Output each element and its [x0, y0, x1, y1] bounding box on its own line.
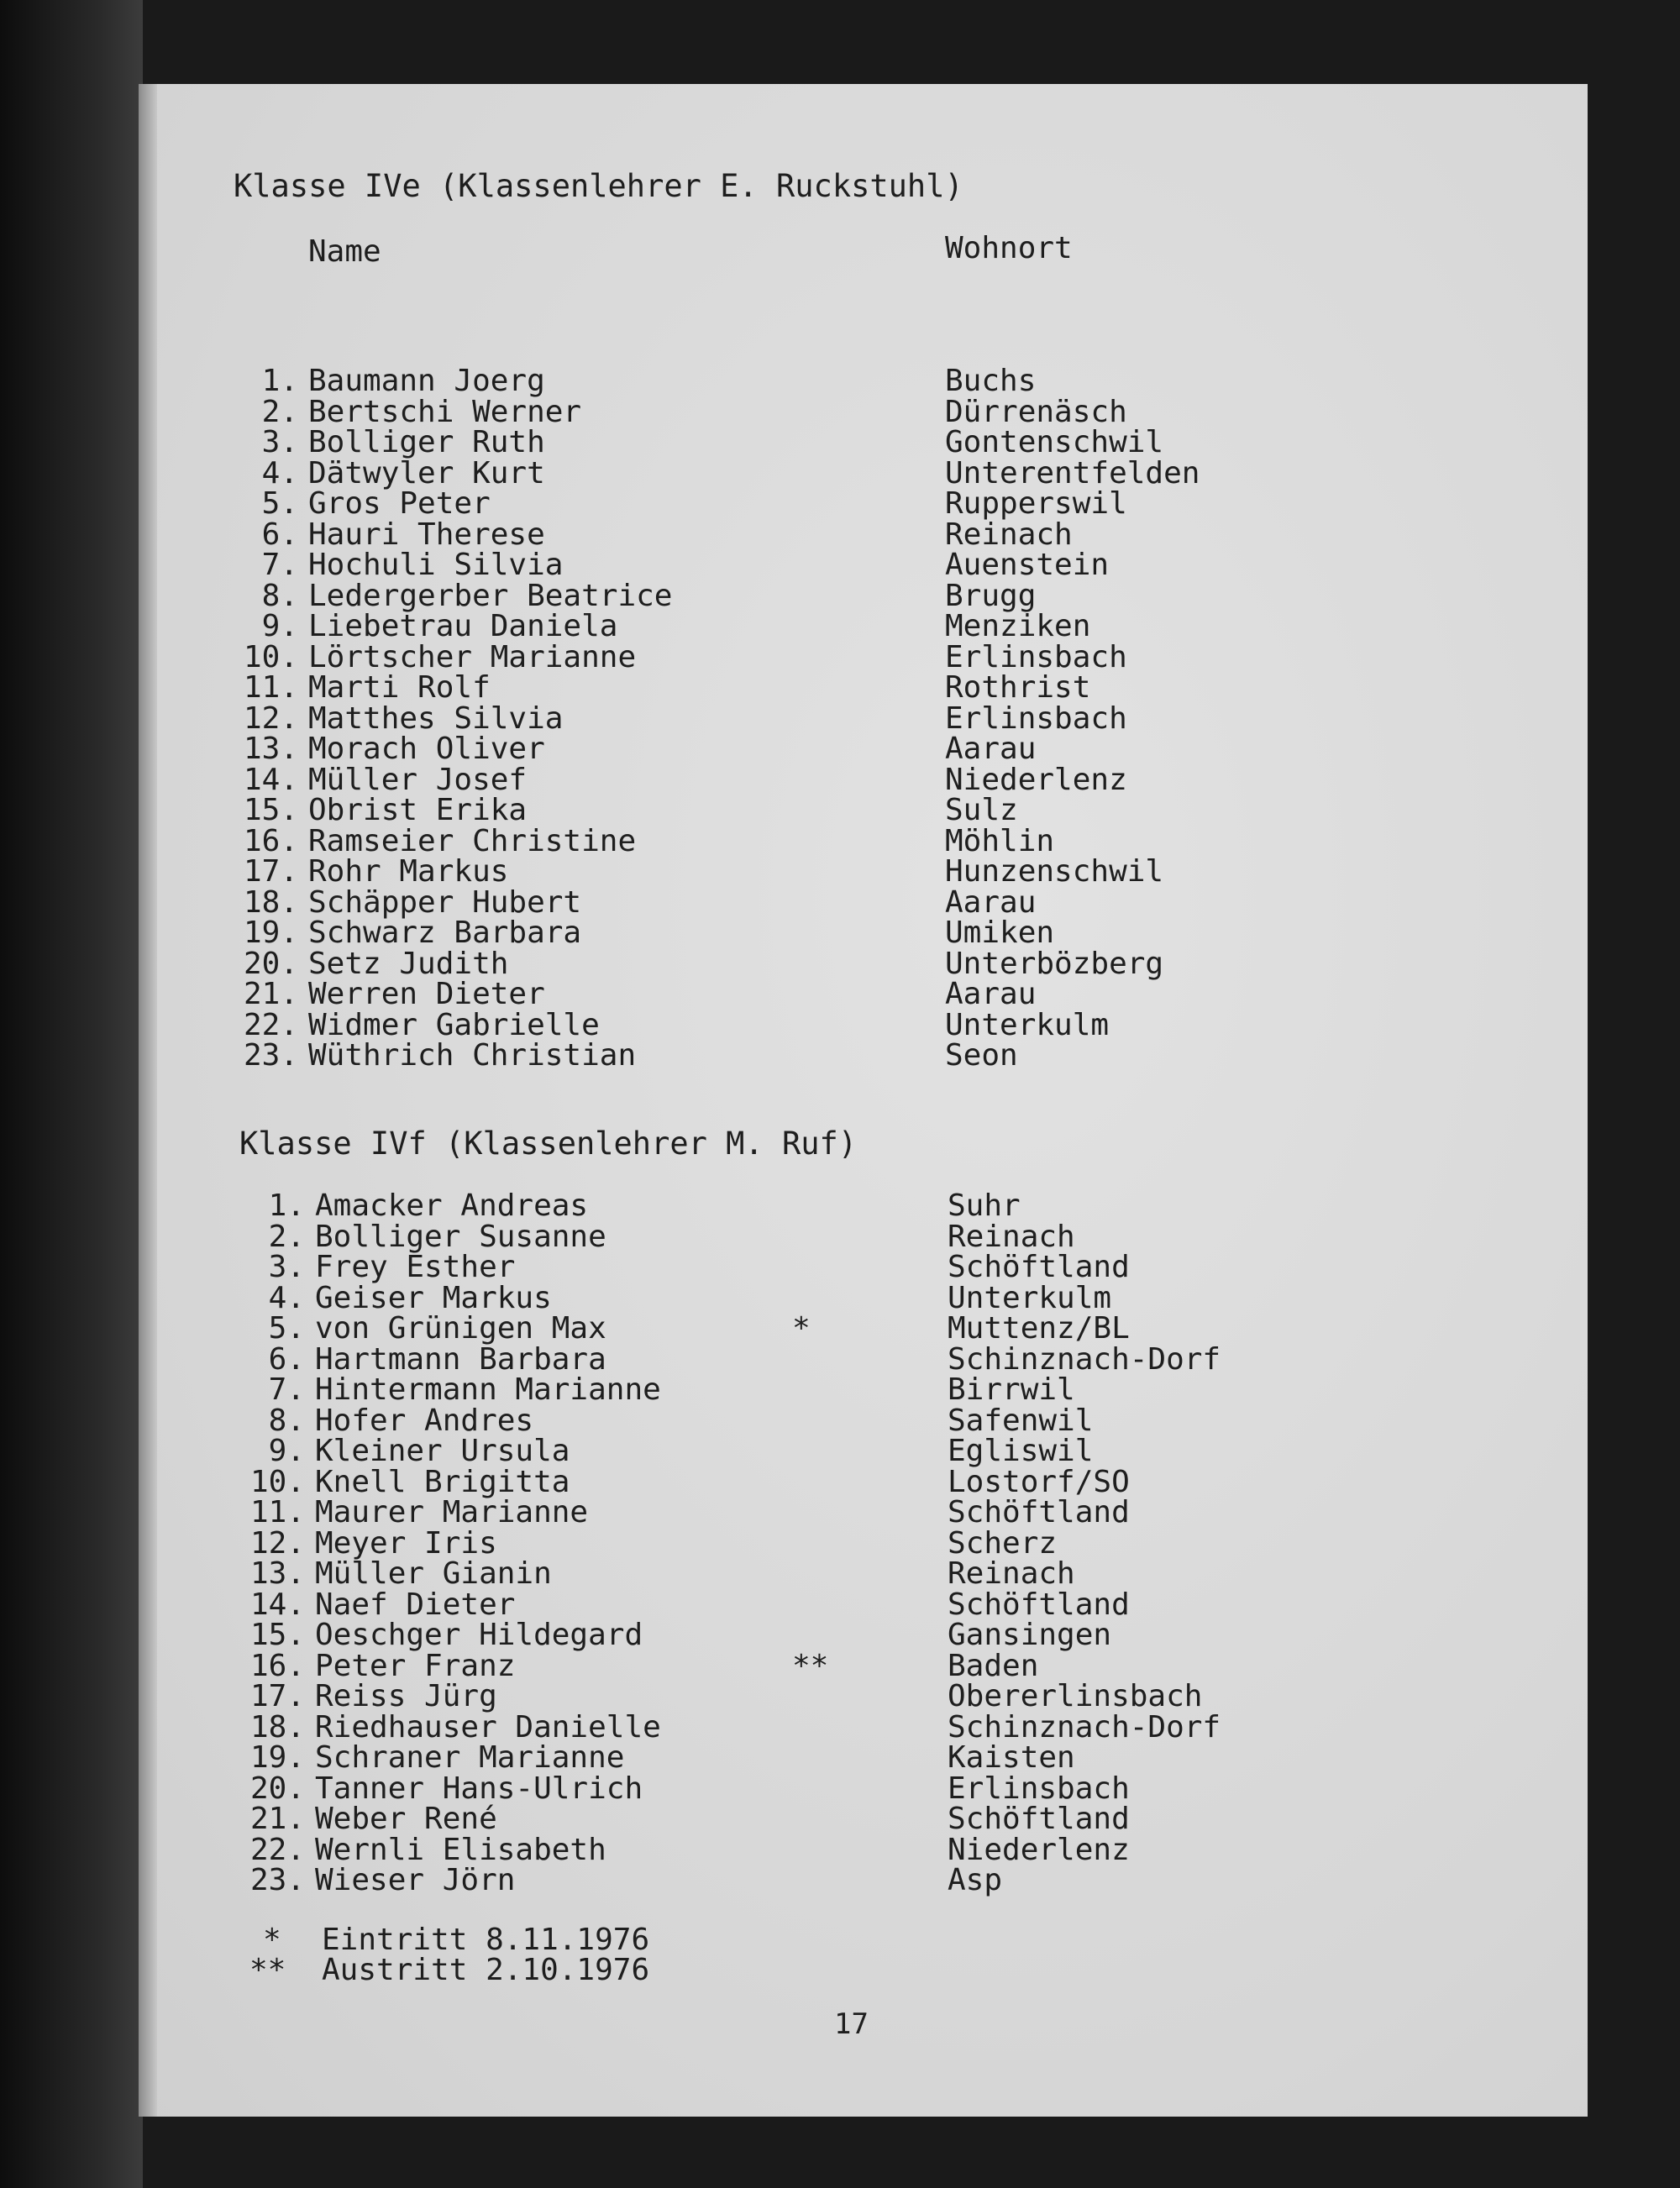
row-number: 6. — [261, 517, 298, 552]
student-row — [231, 979, 1407, 1010]
page-spine-shadow — [139, 84, 157, 2117]
student-row — [231, 486, 1407, 521]
student-wohnort: Unterkulm — [945, 1007, 1110, 1042]
student-wohnort: Egliswil — [948, 1434, 1094, 1468]
student-wohnort: Safenwil — [948, 1403, 1094, 1438]
row-number: 5. — [261, 486, 298, 521]
student-row — [231, 639, 1407, 674]
student-name: Marti Rolf — [308, 670, 491, 705]
row-number: 16. — [249, 1648, 305, 1683]
student-wohnort: Reinach — [948, 1556, 1075, 1591]
student-name: Hauri Therese — [308, 517, 545, 552]
student-wohnort: Erlinsbach — [945, 700, 1127, 736]
student-row — [231, 455, 1407, 491]
student-row — [238, 1464, 1414, 1499]
student-row — [238, 1252, 1414, 1283]
student-name: Schraner Marianne — [315, 1740, 625, 1775]
student-row — [238, 1620, 1414, 1651]
row-number: 16. — [243, 823, 298, 858]
row-number: 15. — [243, 793, 298, 827]
student-name: Schäpper Hubert — [308, 884, 582, 920]
student-name: Amacker Andreas — [315, 1188, 589, 1223]
student-row — [231, 517, 1407, 552]
row-number: 5. — [268, 1311, 305, 1346]
row-number: 12. — [249, 1525, 305, 1561]
student-row — [238, 1679, 1414, 1713]
row-number: 8. — [268, 1403, 305, 1438]
student-wohnort: Schöftland — [948, 1495, 1130, 1530]
row-number: 3. — [261, 425, 298, 459]
student-row — [231, 611, 1407, 643]
student-name: Peter Franz — [315, 1648, 516, 1683]
row-number: 9. — [268, 1434, 305, 1468]
student-wohnort: Aarau — [945, 732, 1037, 766]
student-name: Naef Dieter — [315, 1587, 516, 1622]
student-name: Rohr Markus — [308, 854, 509, 889]
student-name: Maurer Marianne — [315, 1495, 589, 1530]
row-number: 14. — [243, 762, 298, 797]
student-wohnort: Reinach — [945, 517, 1073, 552]
row-number: 7. — [268, 1372, 305, 1407]
student-wohnort: Buchs — [945, 364, 1037, 398]
row-number: 21. — [243, 977, 298, 1011]
student-wohnort: Aarau — [945, 884, 1037, 920]
student-wohnort: Unterbözberg — [945, 946, 1164, 981]
student-wohnort: Baden — [948, 1648, 1039, 1683]
student-name: Wieser Jörn — [315, 1863, 516, 1897]
student-name: Hartmann Barbara — [315, 1341, 606, 1377]
student-name: Müller Gianin — [315, 1556, 552, 1591]
row-number: 18. — [243, 884, 298, 920]
student-name: Bolliger Susanne — [315, 1219, 606, 1254]
student-wohnort: Menziken — [945, 609, 1091, 643]
student-row — [238, 1709, 1414, 1745]
student-row — [238, 1771, 1414, 1806]
student-name: von Grünigen Max — [315, 1311, 606, 1346]
student-name: Lörtscher Marianne — [308, 639, 637, 674]
student-name: Oeschger Hildegard — [315, 1618, 643, 1652]
student-wohnort: Aarau — [945, 977, 1037, 1011]
student-row — [238, 1280, 1414, 1315]
row-number: 7. — [261, 548, 298, 582]
footnote-mark-exit: ** — [249, 1953, 286, 1987]
student-row — [231, 946, 1407, 981]
student-name: Werren Dieter — [308, 977, 545, 1011]
row-number: 17. — [249, 1679, 305, 1713]
student-row — [231, 795, 1407, 826]
student-row — [238, 1372, 1414, 1407]
row-number: 20. — [249, 1771, 305, 1806]
student-name: Wüthrich Christian — [308, 1038, 637, 1073]
row-number: 8. — [261, 578, 298, 613]
row-number: 17. — [243, 854, 298, 889]
student-wohnort: Erlinsbach — [945, 639, 1127, 674]
student-row — [231, 366, 1407, 397]
student-name: Reiss Jürg — [315, 1679, 497, 1713]
student-wohnort: Sulz — [945, 793, 1018, 827]
student-wohnort: Möhlin — [945, 823, 1055, 858]
student-wohnort: Schöftland — [948, 1587, 1130, 1622]
row-number: 19. — [243, 916, 298, 950]
student-wohnort: Kaisten — [948, 1740, 1075, 1775]
student-name: Widmer Gabrielle — [308, 1007, 600, 1042]
student-name: Obrist Erika — [308, 793, 528, 827]
student-wohnort: Rothrist — [945, 670, 1091, 705]
class-ivf-student-list — [238, 1188, 1414, 1897]
student-name: Baumann Joerg — [308, 364, 545, 398]
student-row — [231, 700, 1407, 736]
student-row — [238, 1219, 1414, 1254]
student-row — [238, 1341, 1414, 1377]
student-wohnort: Schöftland — [948, 1802, 1130, 1836]
student-row — [231, 823, 1407, 858]
student-wohnort: Scherz — [948, 1525, 1058, 1561]
student-row — [231, 918, 1407, 949]
student-wohnort: Schinznach-Dorf — [948, 1709, 1221, 1745]
student-name: Geiser Markus — [315, 1280, 552, 1315]
student-name: Tanner Hans-Ulrich — [315, 1771, 643, 1806]
student-row — [238, 1740, 1414, 1775]
row-number: 23. — [249, 1863, 305, 1897]
row-number: 1. — [268, 1188, 305, 1223]
student-row — [231, 394, 1407, 429]
student-name: Ramseier Christine — [308, 823, 637, 858]
row-number: 15. — [249, 1618, 305, 1652]
student-row — [238, 1556, 1414, 1591]
row-number: 1. — [261, 364, 298, 398]
student-row — [231, 762, 1407, 797]
class-ivf-title: Klasse IVf (Klassenlehrer M. Ruf) — [239, 1125, 858, 1162]
student-wohnort: Suhr — [948, 1188, 1021, 1223]
student-name: Meyer Iris — [315, 1525, 497, 1561]
row-number: 18. — [249, 1709, 305, 1745]
row-number: 4. — [268, 1280, 305, 1315]
student-footnote-mark: * — [792, 1311, 811, 1346]
student-row — [231, 734, 1407, 765]
student-row — [238, 1403, 1414, 1438]
student-wohnort: Seon — [945, 1038, 1018, 1073]
row-number: 23. — [243, 1038, 298, 1073]
student-row — [231, 1038, 1407, 1073]
student-row — [231, 1007, 1407, 1042]
row-number: 11. — [243, 670, 298, 705]
row-number: 12. — [243, 700, 298, 736]
student-wohnort: Asp — [948, 1863, 1003, 1897]
student-wohnort: Rupperswil — [945, 486, 1127, 521]
student-wohnort: Niederlenz — [948, 1832, 1130, 1867]
student-name: Hintermann Marianne — [315, 1372, 661, 1407]
student-row — [238, 1525, 1414, 1561]
row-number: 20. — [243, 946, 298, 981]
student-row — [231, 854, 1407, 889]
footnote-exit: Austritt 2.10.1976 — [322, 1953, 650, 1987]
row-number: 13. — [249, 1556, 305, 1591]
student-row — [231, 550, 1407, 581]
student-wohnort: Brugg — [945, 578, 1037, 613]
row-number: 4. — [261, 455, 298, 491]
student-wohnort: Auenstein — [945, 548, 1110, 582]
student-wohnort: Schöftland — [948, 1250, 1130, 1284]
row-number: 13. — [243, 732, 298, 766]
student-row — [238, 1495, 1414, 1530]
row-number: 21. — [249, 1802, 305, 1836]
student-name: Setz Judith — [308, 946, 509, 981]
student-wohnort: Gontenschwil — [945, 425, 1164, 459]
student-wohnort: Hunzenschwil — [945, 854, 1164, 889]
row-number: 9. — [261, 609, 298, 643]
row-number: 19. — [249, 1740, 305, 1775]
student-row — [238, 1832, 1414, 1867]
row-number: 11. — [249, 1495, 305, 1530]
student-wohnort: Birrwil — [948, 1372, 1075, 1407]
student-wohnort: Schinznach-Dorf — [948, 1341, 1221, 1377]
student-wohnort: Lostorf/SO — [948, 1464, 1130, 1499]
student-footnote-mark: ** — [792, 1648, 829, 1683]
student-name: Kleiner Ursula — [315, 1434, 570, 1468]
student-name: Liebetrau Daniela — [308, 609, 618, 643]
column-header-name: Name — [308, 234, 381, 269]
student-row — [238, 1436, 1414, 1467]
student-name: Dätwyler Kurt — [308, 455, 545, 491]
student-row — [238, 1188, 1414, 1223]
row-number: 22. — [243, 1007, 298, 1042]
student-wohnort: Umiken — [945, 916, 1055, 950]
student-name: Riedhauser Danielle — [315, 1709, 661, 1745]
row-number: 2. — [261, 394, 298, 429]
student-wohnort: Gansingen — [948, 1618, 1112, 1652]
student-wohnort: Erlinsbach — [948, 1771, 1130, 1806]
student-wohnort: Obererlinsbach — [948, 1679, 1203, 1713]
student-row — [231, 670, 1407, 705]
student-wohnort: Reinach — [948, 1219, 1075, 1254]
student-name: Hochuli Silvia — [308, 548, 564, 582]
student-wohnort: Unterkulm — [948, 1280, 1112, 1315]
student-row — [238, 1648, 1414, 1683]
footnote-mark-entry: * — [263, 1923, 281, 1957]
student-row — [238, 1865, 1414, 1897]
student-name: Müller Josef — [308, 762, 528, 797]
student-row — [231, 425, 1407, 459]
student-row — [231, 578, 1407, 613]
student-name: Weber René — [315, 1802, 497, 1836]
student-row — [238, 1311, 1414, 1346]
student-name: Schwarz Barbara — [308, 916, 582, 950]
student-wohnort: Muttenz/BL — [948, 1311, 1130, 1346]
student-name: Gros Peter — [308, 486, 491, 521]
student-wohnort: Dürrenäsch — [945, 394, 1127, 429]
student-name: Ledergerber Beatrice — [308, 578, 673, 613]
student-name: Hofer Andres — [315, 1403, 534, 1438]
column-header-wohnort: Wohnort — [945, 231, 1073, 265]
student-name: Matthes Silvia — [308, 700, 564, 736]
student-row — [238, 1804, 1414, 1835]
scan-background-edge — [0, 0, 143, 2188]
row-number: 22. — [249, 1832, 305, 1867]
row-number: 14. — [249, 1587, 305, 1622]
class-ive-student-list — [231, 366, 1407, 1072]
student-wohnort: Niederlenz — [945, 762, 1127, 797]
row-number: 3. — [268, 1250, 305, 1284]
page-number: 17 — [834, 2007, 869, 2041]
row-number: 10. — [249, 1464, 305, 1499]
student-name: Wernli Elisabeth — [315, 1832, 606, 1867]
row-number: 10. — [243, 639, 298, 674]
row-number: 6. — [268, 1341, 305, 1377]
student-name: Knell Brigitta — [315, 1464, 570, 1499]
student-row — [231, 884, 1407, 920]
student-name: Bolliger Ruth — [308, 425, 545, 459]
student-name: Morach Oliver — [308, 732, 545, 766]
row-number: 2. — [268, 1219, 305, 1254]
class-ive-title: Klasse IVe (Klassenlehrer E. Ruckstuhl) — [234, 168, 963, 204]
student-row — [238, 1587, 1414, 1622]
footnote-entry: Eintritt 8.11.1976 — [322, 1923, 650, 1957]
student-name: Frey Esther — [315, 1250, 516, 1284]
student-name: Bertschi Werner — [308, 394, 582, 429]
student-wohnort: Unterentfelden — [945, 455, 1200, 491]
document-page — [139, 84, 1588, 2117]
